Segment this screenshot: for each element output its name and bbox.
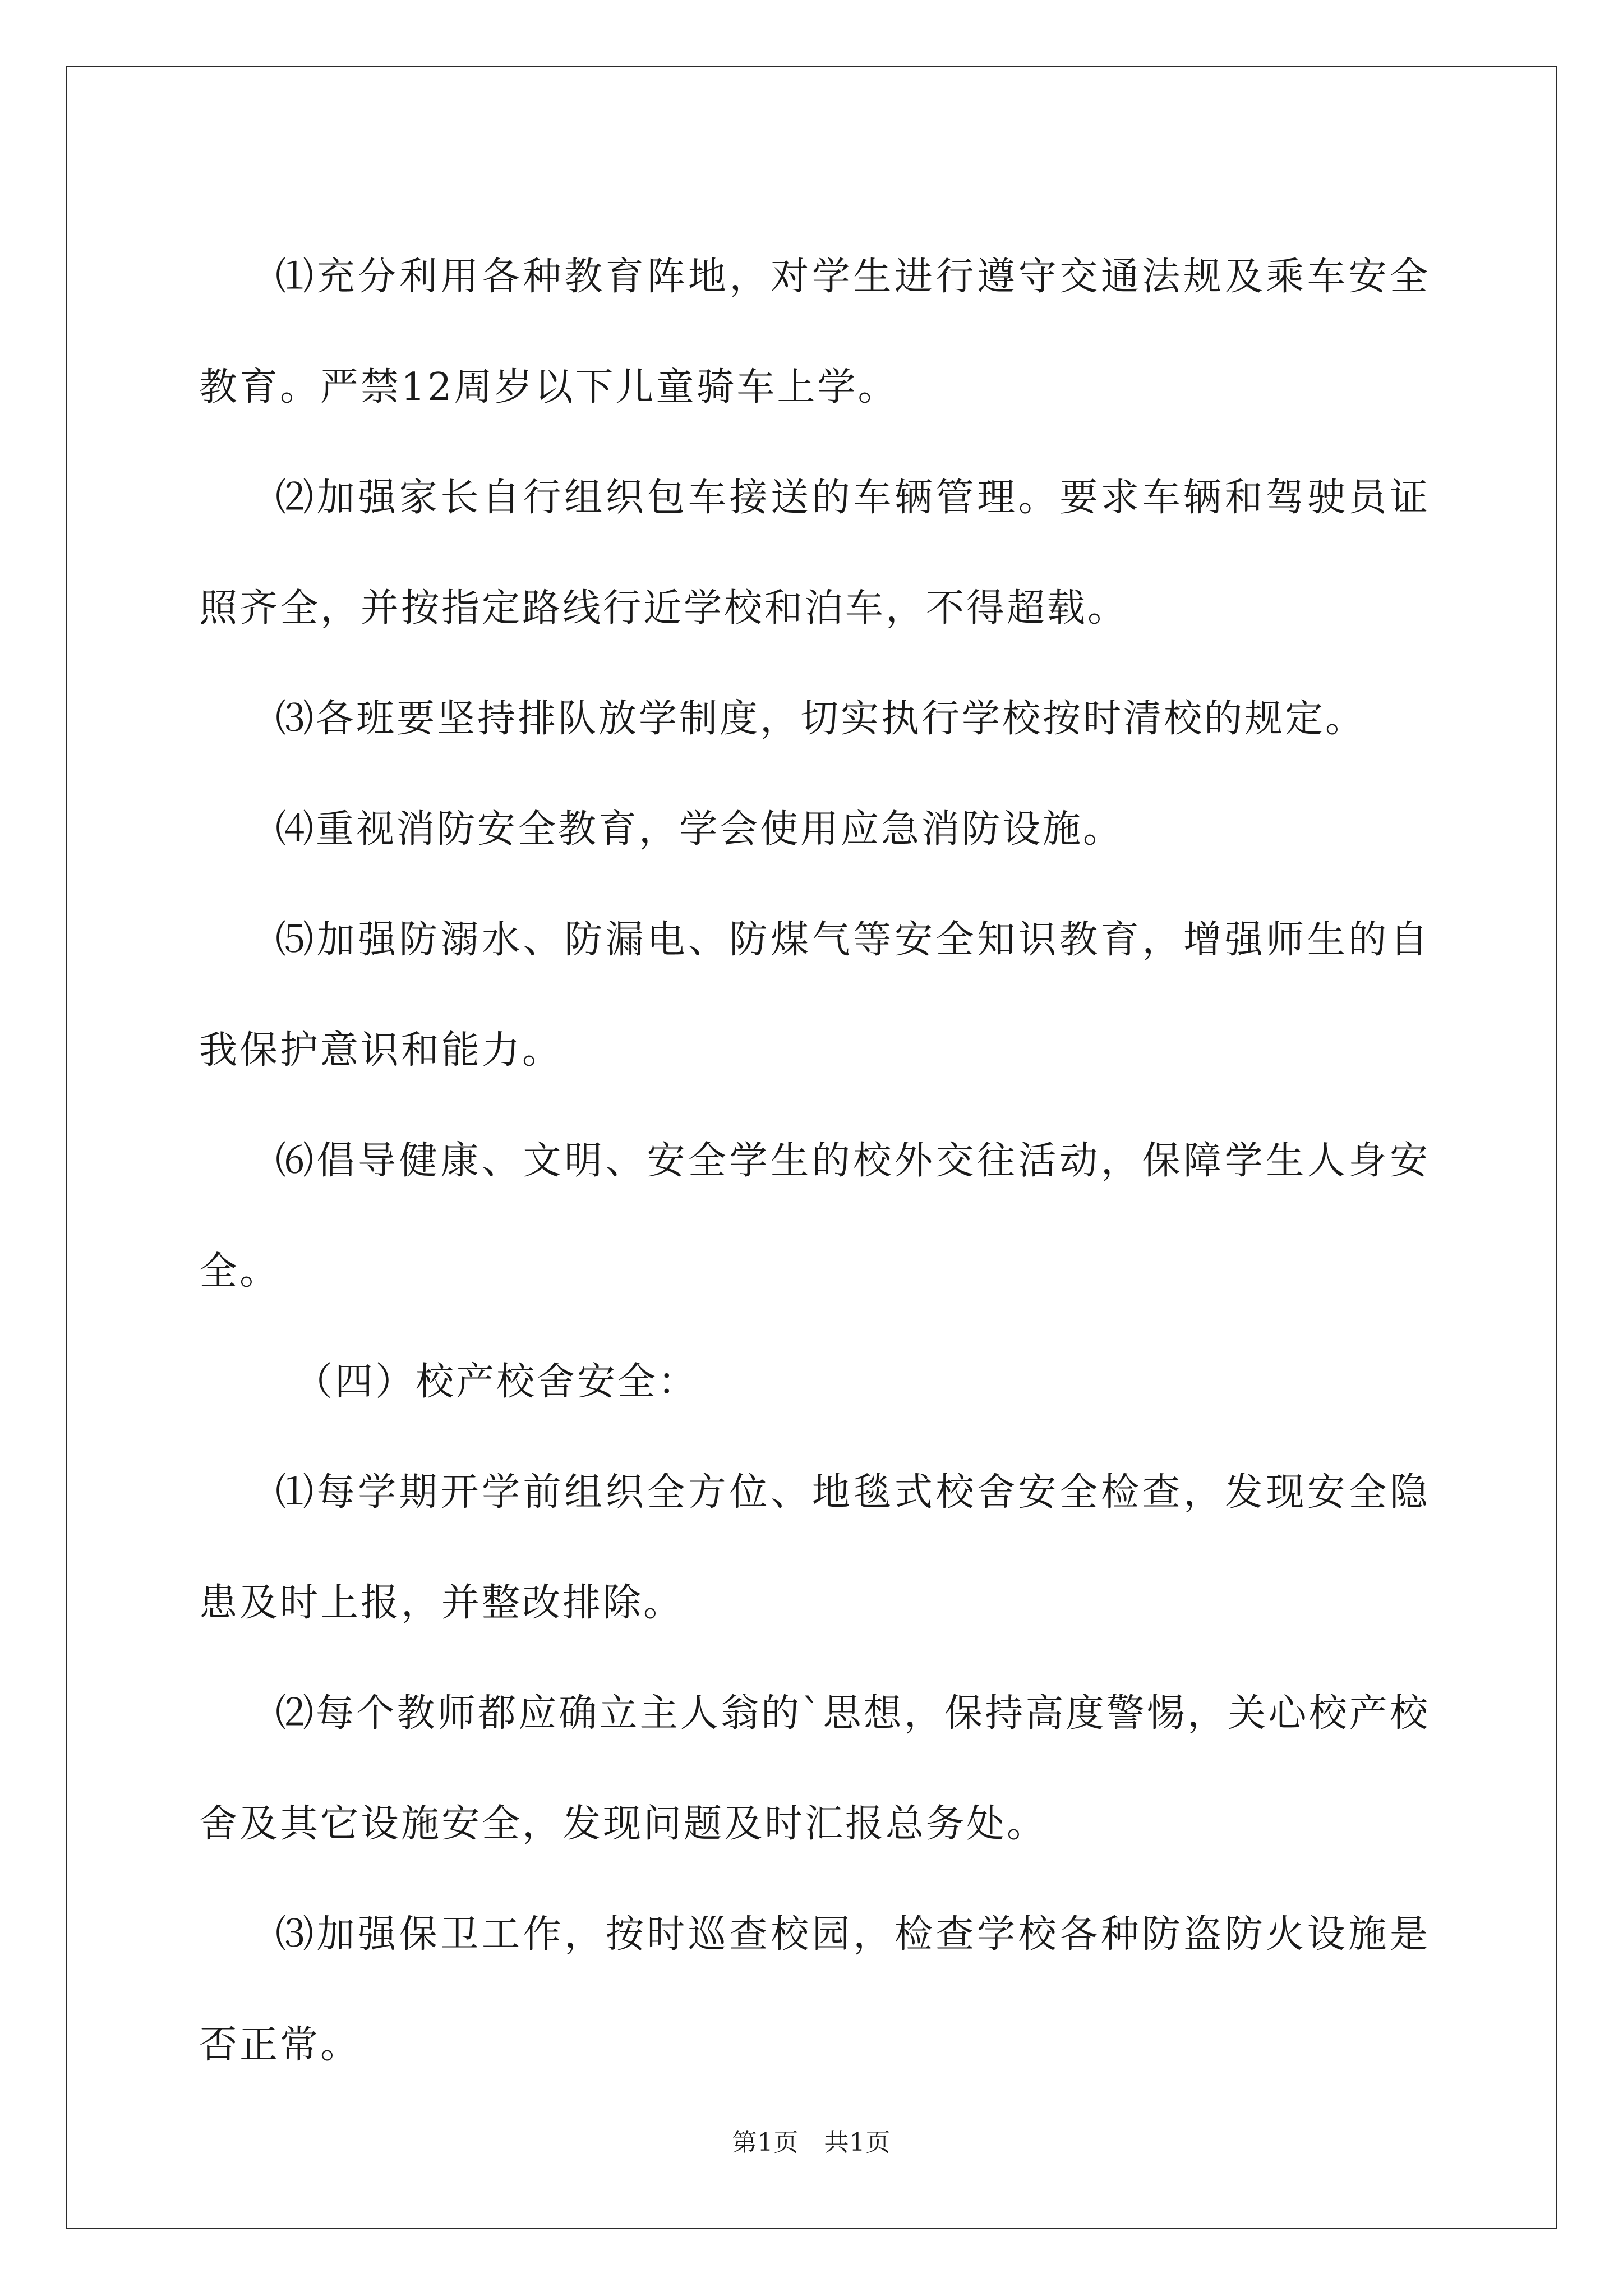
document-body [199,222,1430,2100]
paragraph-vehicle-management: ⑵加强家长自行组织包车接送的车辆管理。要求车辆和驾驶员证照齐全，并按指定路线行近学校和泊车，不得超载。 [199,476,1430,631]
paragraph-teacher-responsibility: ⑵每个教师都应确立主人翁的`思想，保持高度警惕，关心校产校舍及其它设施安全，发现问题及时汇报总务处。 [199,1691,1430,1846]
paragraph-off-campus-activities: ⑹倡导健康、文明、安全学生的校外交往活动，保障学生人身安全。 [199,1139,1430,1294]
paragraph-security-patrol: ⑶加强保卫工作，按时巡查校园，检查学校各种防盗防火设施是否正常。 [199,1912,1430,2067]
paragraph-fire-safety: ⑷重视消防安全教育，学会使用应急消防设施。 [275,807,1124,852]
page-total: 共1页 [824,2128,891,2157]
paragraph-building-inspection: ⑴每学期开学前组织全方位、地毯式校舍安全检查，发现安全隐患及时上报，并整改排除。 [199,1470,1430,1625]
section-heading-campus-property: （四）校产校舍安全： [294,1360,699,1404]
page-footer [0,2126,1623,2160]
paragraph-traffic-education: ⑴充分利用各种教育阵地，对学生进行遵守交通法规及乘车安全教育。严禁12周岁以下儿童骑车上学。 [199,255,1430,409]
paragraph-drowning-electric-gas: ⑸加强防溺水、防漏电、防煤气等安全知识教育，增强师生的自我保护意识和能力。 [199,918,1430,1073]
page-number: 第1页 [732,2128,799,2157]
paragraph-dismissal-system: ⑶各班要坚持排队放学制度，切实执行学校按时清校的规定。 [275,697,1366,741]
